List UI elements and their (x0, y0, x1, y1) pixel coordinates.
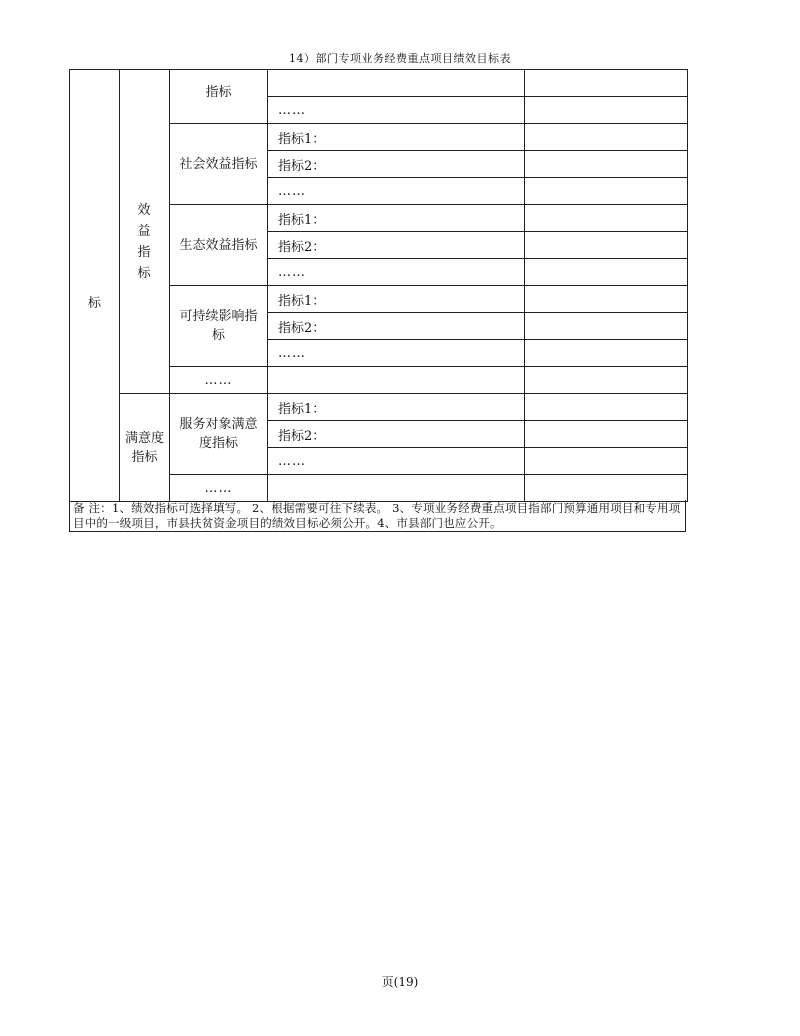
indicator-item: …… (268, 259, 525, 286)
value-cell (525, 448, 688, 475)
value-cell (525, 259, 688, 286)
group-ellipsis: …… (170, 367, 268, 394)
benefit-category-label: 效益指标 (137, 203, 151, 281)
indicator-item: …… (268, 178, 525, 205)
group-ellipsis: …… (170, 475, 268, 502)
value-cell (525, 340, 688, 367)
indicator-item: 指标2： (268, 232, 525, 259)
value-cell (525, 124, 688, 151)
performance-table (69, 85, 688, 500)
group-social-benefit: 社会效益指标 (170, 124, 268, 205)
indicator-item: …… (268, 340, 525, 367)
value-cell (525, 151, 688, 178)
value-cell (525, 475, 688, 502)
value-cell (525, 232, 688, 259)
indicator-item: 指标2： (268, 151, 525, 178)
remark-note: 备 注：1、绩效指标可选择填写。 2、根据需要可往下续表。 3、专项业务经费重点项目指部门预算通用项目和专用项目中的一级项目，市县扶贫资金项目的绩效目标必须公开。4、市县部门也应公开。 (69, 500, 686, 532)
value-cell (525, 97, 688, 124)
indicator-item: 指标1： (268, 286, 525, 313)
value-cell (525, 394, 688, 421)
cut-group-cell: 指标 (170, 70, 268, 124)
indicator-item: 指标2： (268, 421, 525, 448)
indicator-item: 指标1： (268, 124, 525, 151)
group-sustainable-impact: 可持续影响指标 (170, 286, 268, 367)
indicator-item: 指标2： (268, 313, 525, 340)
value-cell (525, 286, 688, 313)
dimension-label: 标 (70, 70, 120, 502)
value-cell (525, 178, 688, 205)
indicator-item: 指标1： (268, 205, 525, 232)
page-number: 页(19) (381, 975, 419, 989)
satisfaction-category-cell: 满意度指标 (120, 394, 170, 502)
indicator-item: …… (268, 97, 525, 124)
value-cell (525, 205, 688, 232)
value-cell (525, 313, 688, 340)
indicator-item: 指标1： (268, 394, 525, 421)
indicator-item: …… (268, 448, 525, 475)
value-cell (525, 421, 688, 448)
group-service-satisfaction: 服务对象满意度指标 (170, 394, 268, 475)
page-title: 14）部门专项业务经费重点项目绩效目标表 (289, 52, 511, 65)
value-cell (525, 367, 688, 394)
group-ecological-benefit: 生态效益指标 (170, 205, 268, 286)
table-row (70, 394, 688, 421)
